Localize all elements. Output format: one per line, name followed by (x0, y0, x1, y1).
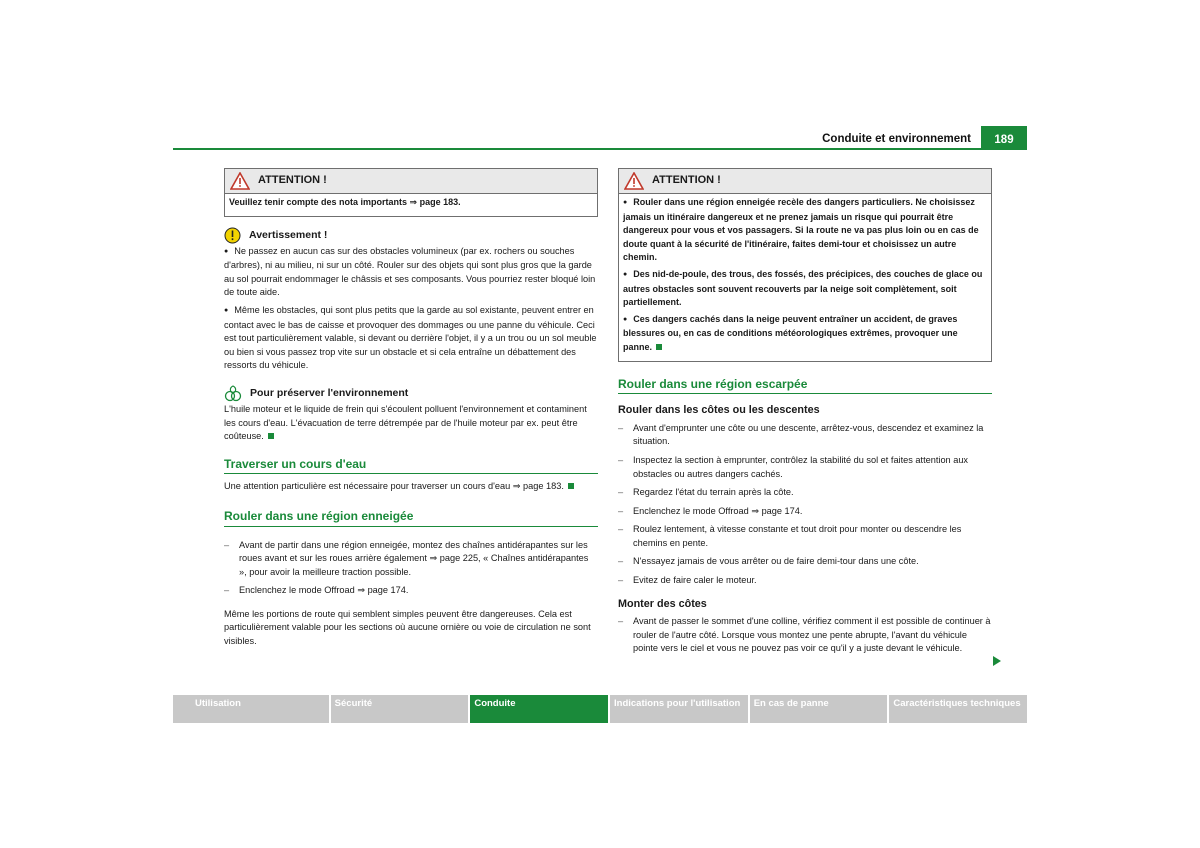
escarpee-item: – Roulez lentement, à vitesse constante et tout droit pour monter ou descendre les chemins en pente. (618, 523, 992, 550)
attention-body (225, 194, 597, 216)
attention-item: ● Des nid-de-poule, des trous, des fossés, des précipices, des couches de glace ou autres obstacles sont souvent recouverts par la neige soit complètement, soit partiellement. (623, 268, 986, 310)
attention-item: ● Rouler dans une région enneigée recèle des dangers particuliers. Ne choisissez jamais un itinéraire dangereux et ne prenez jamais un risque qui pourrait être dangereux pour vous et vos passagers. Si la route ne va pas plus loin ou en cas de doute quant à la sécurité de l'itinéraire, faites demi-tour et choisissez un autre chemin. (623, 196, 986, 265)
end-marker (268, 433, 274, 439)
attention-body (619, 194, 991, 361)
tab-caracteristiques[interactable]: Caractéristiques techniques (889, 695, 1027, 723)
subtitle-monter-cotes: Monter des côtes (618, 597, 707, 610)
left-column (224, 168, 598, 653)
tab-securite[interactable]: Sécurité (331, 695, 469, 723)
escarpee-item: – Avant d'emprunter une côte ou une descente, arrêtez-vous, descendez et examinez la situation. (618, 422, 992, 449)
attention-text: Veuillez tenir compte des nota importants ⇒ page 183. (229, 197, 461, 207)
neige-text: Même les portions de route qui semblent simples peuvent être dangereuses. Cela est particulièrement valable pour les sections où aucune ornière ou voie de circulation ne sont visibles. (224, 608, 591, 647)
right-column (618, 168, 992, 661)
header-rule (173, 148, 1027, 150)
avertissement-title: Avertissement ! (249, 228, 328, 241)
neige-item: – Enclenchez le mode Offroad ⇒ page 174. (224, 584, 598, 598)
monter-item: – Avant de passer le sommet d'une colline, vérifiez comment il est possible de continuer à rouler de l'autre côté. Lorsque vous montez une pente abrupte, l'avant du véhicule pointe vers le ciel et vous ne pouvez pas voir ce qu'il y a juste devant le véhicule. (618, 615, 992, 656)
attention-title: ATTENTION ! (258, 174, 327, 187)
subtitle-cotes-descentes: Rouler dans les côtes ou les descentes (618, 404, 820, 417)
end-marker (568, 483, 574, 489)
attention-header (225, 169, 597, 194)
warning-triangle-icon (230, 172, 250, 190)
environment-header (224, 385, 598, 403)
caution-icon (224, 227, 241, 244)
escarpee-item: – Evitez de faire caler le moteur. (618, 574, 992, 588)
warning-triangle-icon (624, 172, 644, 190)
escarpee-item: – Regardez l'état du terrain après la côte. (618, 486, 992, 500)
environment-title: Pour préserver l'environnement (250, 387, 409, 400)
recycle-leaf-icon (224, 385, 242, 402)
running-header-title: Conduite et environnement (822, 133, 971, 145)
attention-box-left (224, 168, 598, 217)
avertissement-item: ● Même les obstacles, qui sont plus petits que la garde au sol existante, peuvent entrer en contact avec le bas de caisse et provoquer des dommages ou une panne du véhicule. Ceci est tout particulièrement valable, si devant ou derrière l'objet, il y a un trou ou un sol meuble ou bien si vous passez trop vite sur un obstacle et si cela entraîne un débattement des ressorts du véhicule. (224, 304, 598, 373)
attention-header (619, 169, 991, 194)
section-title-escarpee: Rouler dans une région escarpée (618, 378, 992, 395)
tab-en-cas-de-panne[interactable]: En cas de panne (750, 695, 888, 723)
attention-title: ATTENTION ! (652, 174, 721, 187)
neige-item: – Avant de partir dans une région enneigée, montez des chaînes antidérapantes sur les roues avant et sur les roues arrière également ⇒ page 225, « Chaînes antidérapantes », pour avoir la meilleure traction possible. (224, 539, 598, 580)
avertissement-header (224, 227, 598, 245)
environment-text: L'huile moteur et le liquide de frein qui s'écoulent polluent l'environnement et contaminent les cours d'eau. L'évacuation de terre détrempée par de l'huile moteur par ex. peut être coûteuse. (224, 403, 587, 442)
escarpee-item: – Enclenchez le mode Offroad ⇒ page 174. (618, 505, 992, 519)
tab-indications[interactable]: Indications pour l'utilisation (610, 695, 748, 723)
attention-box-right (618, 168, 992, 362)
escarpee-item: – Inspectez la section à emprunter, contrôlez la stabilité du sol et faites attention aux obstacles ou autres dangers cachés. (618, 454, 992, 481)
escarpee-item: – N'essayez jamais de vous arrêter ou de faire demi-tour dans une côte. (618, 555, 992, 569)
tab-conduite[interactable]: Conduite (470, 695, 608, 723)
page-number: 189 (981, 126, 1027, 150)
section-title-neige: Rouler dans une région enneigée (224, 510, 598, 527)
traverser-text: Une attention particulière est nécessaire pour traverser un cours d'eau ⇒ page 183. (224, 480, 598, 494)
continue-arrow-icon (993, 656, 1001, 666)
end-marker (656, 344, 662, 350)
avertissement-item: ● Ne passez en aucun cas sur des obstacles volumineux (par ex. rochers ou souches d'arbres), ni au milieu, ni sur un côté. Rouler sur des objets qui sont plus gros que la garde au sol pourrait endommager le châssis et ses composants. Vous pourriez rester bloqué loin de toute aide. (224, 245, 598, 300)
tab-utilisation[interactable]: Utilisation (173, 695, 329, 723)
chapter-tabs (173, 695, 1027, 723)
section-title-traverser: Traverser un cours d'eau (224, 458, 598, 475)
attention-item: ● Ces dangers cachés dans la neige peuvent entraîner un accident, de graves blessures ou, en cas de conditions météorologiques extrêmes, provoquer une panne. (623, 313, 986, 355)
